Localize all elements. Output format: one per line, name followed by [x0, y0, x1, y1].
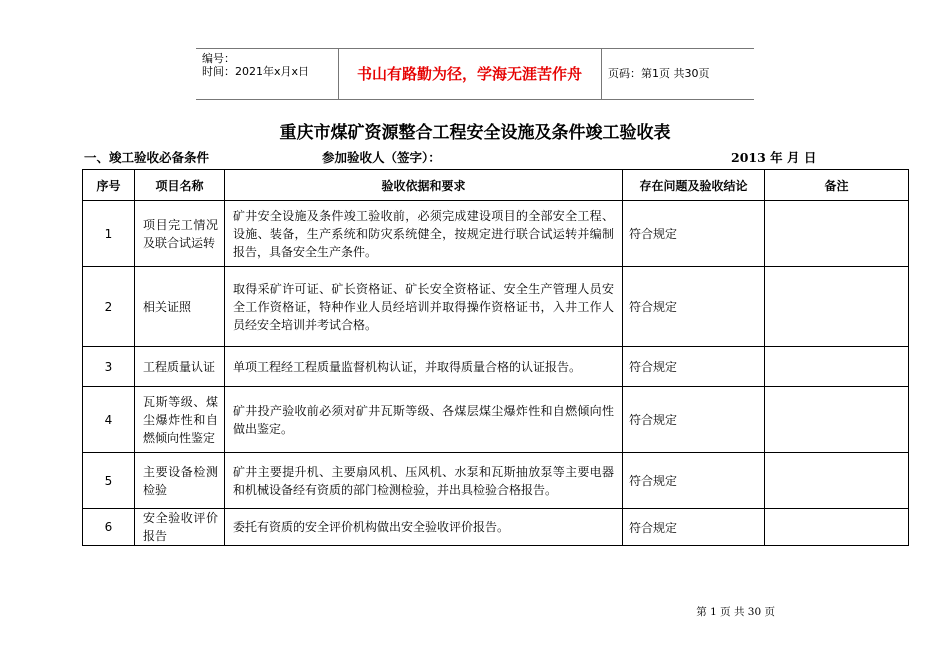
page-footer: 第 1 页 共 30 页	[696, 606, 775, 618]
row-note	[765, 347, 909, 387]
row-conclusion: 符合规定	[623, 453, 765, 509]
participants-label: 参加验收人（签字）：	[322, 150, 441, 165]
row-name: 瓦斯等级、煤尘爆炸性和自燃倾向性鉴定	[135, 387, 225, 453]
row-conclusion: 符合规定	[623, 387, 765, 453]
acceptance-table	[82, 169, 909, 546]
row-seq: 6	[83, 509, 135, 546]
header-basis: 验收依据和要求	[225, 170, 623, 201]
row-conclusion: 符合规定	[623, 267, 765, 347]
document-title: 重庆市煤矿资源整合工程安全设施及条件竣工验收表	[279, 123, 671, 143]
page-header	[196, 48, 754, 100]
row-basis: 取得采矿许可证、矿长资格证、矿长安全资格证、安全生产管理人员安全工作资格证，特种作业人员经培训并取得操作资格证书，入井工作人员经安全培训并考试合格。	[225, 267, 623, 347]
row-conclusion: 符合规定	[623, 347, 765, 387]
row-note	[765, 509, 909, 546]
table-row	[83, 453, 909, 509]
time-label: 时间：2021年x月x日	[202, 65, 310, 78]
row-note	[765, 387, 909, 453]
row-basis: 单项工程经工程质量监督机构认证，并取得质量合格的认证报告。	[225, 347, 623, 387]
row-basis: 矿井主要提升机、主要扇风机、压风机、水泵和瓦斯抽放泵等主要电器和机械设备经有资质的部门检测检验，并出具检验合格报告。	[225, 453, 623, 509]
table-row	[83, 347, 909, 387]
date-label: 2013 年 月 日	[731, 150, 817, 165]
row-seq: 3	[83, 347, 135, 387]
row-name: 相关证照	[135, 267, 225, 347]
header-name: 项目名称	[135, 170, 225, 201]
row-note	[765, 453, 909, 509]
row-seq: 1	[83, 201, 135, 267]
row-conclusion: 符合规定	[623, 509, 765, 546]
page-number-label: 页码：第1页 共30页	[608, 67, 710, 80]
header-conclusion: 存在问题及验收结论	[623, 170, 765, 201]
row-note	[765, 267, 909, 347]
row-note	[765, 201, 909, 267]
row-seq: 5	[83, 453, 135, 509]
slogan: 书山有路勤为径，学海无涯苦作舟	[338, 49, 602, 99]
header-seq: 序号	[83, 170, 135, 201]
row-name: 项目完工情况及联合试运转	[135, 201, 225, 267]
row-conclusion: 符合规定	[623, 201, 765, 267]
row-basis: 委托有资质的安全评价机构做出安全验收评价报告。	[225, 509, 623, 546]
row-seq: 4	[83, 387, 135, 453]
section-heading: 一、竣工验收必备条件	[84, 150, 210, 165]
table-row	[83, 509, 909, 546]
row-name: 工程质量认证	[135, 347, 225, 387]
row-basis: 矿井安全设施及条件竣工验收前，必须完成建设项目的全部安全工程、设施、装备，生产系统和防灾系统健全，按规定进行联合试运转并编制报告，具备安全生产条件。	[225, 201, 623, 267]
table-row	[83, 201, 909, 267]
number-label: 编号：	[202, 52, 235, 65]
table-row	[83, 387, 909, 453]
row-name: 主要设备检测检验	[135, 453, 225, 509]
header-note: 备注	[765, 170, 909, 201]
header-info-cell	[196, 49, 339, 99]
row-basis: 矿井投产验收前必须对矿井瓦斯等级、各煤层煤尘爆炸性和自燃倾向性做出鉴定。	[225, 387, 623, 453]
row-seq: 2	[83, 267, 135, 347]
row-name: 安全验收评价报告	[135, 509, 225, 546]
table-row	[83, 267, 909, 347]
table-header-row	[83, 170, 909, 201]
